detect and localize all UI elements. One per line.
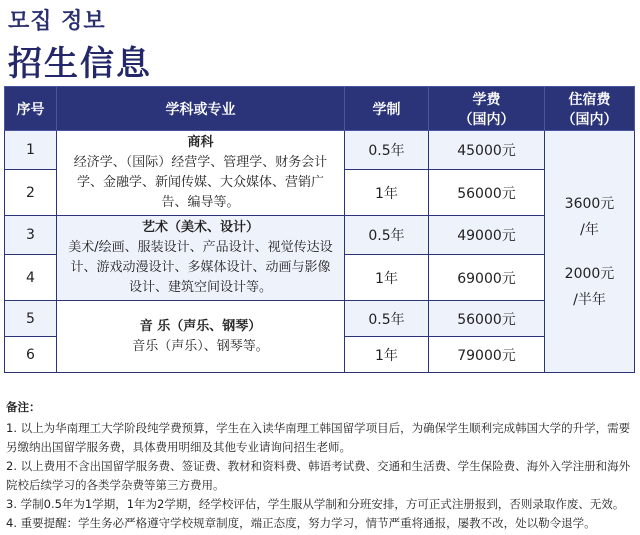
row-tuition: 45000元 bbox=[429, 131, 545, 170]
row-no: 6 bbox=[5, 337, 57, 373]
table-header-row bbox=[5, 87, 635, 131]
notes-heading: 备注： bbox=[6, 400, 41, 414]
header-system: 学制 bbox=[345, 87, 429, 131]
subject-desc: 音乐（声乐）、钢琴等。 bbox=[132, 338, 269, 354]
subject-category: 商科 bbox=[187, 135, 214, 150]
notes-section bbox=[6, 398, 634, 533]
row-system: 0.5年 bbox=[345, 301, 429, 337]
row-no: 1 bbox=[5, 131, 57, 170]
row-no: 2 bbox=[5, 170, 57, 216]
row-no: 4 bbox=[5, 255, 57, 301]
row-system: 0.5年 bbox=[345, 216, 429, 255]
table-row bbox=[5, 216, 635, 255]
subject-cell bbox=[57, 216, 345, 301]
subject-desc: 美术/绘画、服装设计、产品设计、视觉传达设计、游戏动漫设计、多媒体设计、动画与影像设计、建筑空间设计等。 bbox=[68, 240, 333, 295]
row-no: 3 bbox=[5, 216, 57, 255]
row-tuition: 49000元 bbox=[429, 216, 545, 255]
page-title: 招生信息 bbox=[8, 44, 152, 84]
housing-yearly: 3600元 bbox=[564, 195, 615, 212]
header-tuition-line2: （国内） bbox=[458, 111, 515, 128]
row-no: 5 bbox=[5, 301, 57, 337]
korean-title: 모집 정보 bbox=[8, 9, 106, 34]
header-housing-line2: （国内） bbox=[561, 111, 618, 128]
housing-cell bbox=[545, 131, 635, 373]
row-system: 0.5年 bbox=[345, 131, 429, 170]
row-tuition: 56000元 bbox=[429, 301, 545, 337]
row-system: 1年 bbox=[345, 170, 429, 216]
note-item: 2. 以上费用不含出国留学服务费、签证费、教材和资料费、韩语考试费、交通和生活费、学生保险费、海外入学注册和海外院校后续学习的各类学杂费等第三方费用。 bbox=[6, 459, 631, 492]
note-item: 1. 以上为华南理工大学阶段纯学费预算，学生在入读华南理工韩国留学项目后，为确保学生顺利完成韩国大学的升学，需要另缴纳出国留学服务费，具体费用明细及其他专业请询问招生老师。 bbox=[6, 421, 631, 454]
table-row bbox=[5, 301, 635, 337]
housing-half: 2000元 bbox=[564, 265, 615, 282]
row-tuition: 69000元 bbox=[429, 255, 545, 301]
row-tuition: 79000元 bbox=[429, 337, 545, 373]
housing-half-unit: /半年 bbox=[573, 291, 606, 308]
header-no: 序号 bbox=[5, 87, 57, 131]
header-housing-line1: 住宿费 bbox=[568, 91, 611, 108]
row-tuition: 56000元 bbox=[429, 170, 545, 216]
header-tuition bbox=[429, 87, 545, 131]
header-subject: 学科或专业 bbox=[57, 87, 345, 131]
subject-cell bbox=[57, 301, 345, 373]
table-row bbox=[5, 131, 635, 170]
row-system: 1年 bbox=[345, 337, 429, 373]
housing-yearly-unit: /年 bbox=[580, 221, 599, 238]
note-item: 4. 重要提醒：学生务必严格遵守学校规章制度，端正态度，努力学习，情节严重将通报，屡教不改，处以勒令退学。 bbox=[6, 516, 596, 530]
header-housing bbox=[545, 87, 635, 131]
subject-desc: 经济学、（国际）经营学、管理学、财务会计学、金融学、新闻传媒、大众媒体、营销广告、编导等。 bbox=[73, 155, 328, 210]
header-tuition-line1: 学费 bbox=[472, 91, 501, 108]
subject-cell bbox=[57, 131, 345, 216]
subject-category: 音 乐（声乐、钢琴） bbox=[139, 318, 262, 334]
admission-table bbox=[4, 86, 635, 373]
row-system: 1年 bbox=[345, 255, 429, 301]
subject-category: 艺术（美术、设计） bbox=[141, 220, 259, 235]
note-item: 3. 学制0.5年为1学期，1年为2学期，经学校评估，学生服从学制和分班安排，方可正式注册报到，否则录取作废、无效。 bbox=[6, 497, 625, 511]
